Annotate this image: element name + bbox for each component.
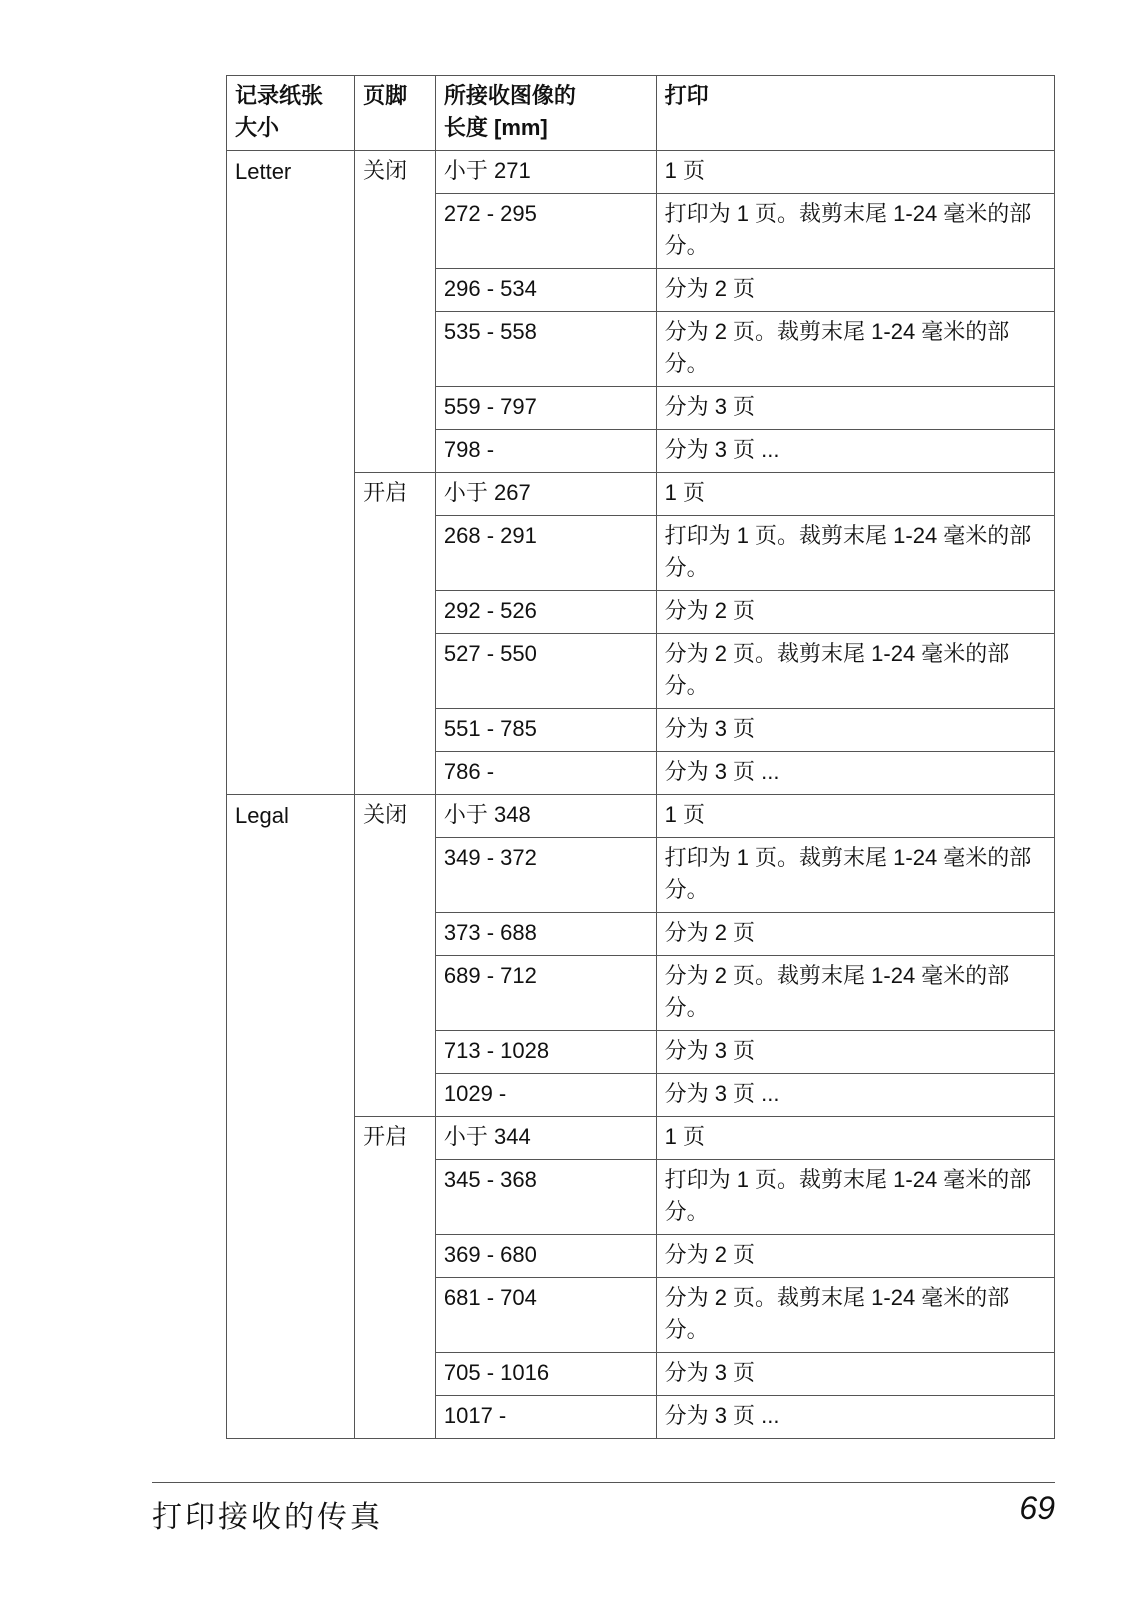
print-result-cell: 分为 3 页 ... [656, 1396, 1054, 1439]
print-result-cell: 打印为 1 页。裁剪末尾 1-24 毫米的部分。 [656, 838, 1054, 913]
print-result-cell: 1 页 [656, 1117, 1054, 1160]
print-result-cell: 分为 2 页。裁剪末尾 1-24 毫米的部分。 [656, 312, 1054, 387]
image-length-cell: 296 - 534 [435, 269, 656, 312]
print-result-cell: 分为 2 页 [656, 591, 1054, 634]
footer-section-title: 打印接收的传真 [152, 1500, 383, 1535]
print-result-cell: 分为 3 页 [656, 1353, 1054, 1396]
footer-setting-cell: 开启 [355, 1117, 436, 1439]
print-result-cell: 分为 2 页。裁剪末尾 1-24 毫米的部分。 [656, 1278, 1054, 1353]
image-length-cell: 535 - 558 [435, 312, 656, 387]
image-length-cell: 292 - 526 [435, 591, 656, 634]
image-length-cell: 345 - 368 [435, 1160, 656, 1235]
image-length-cell: 1029 - [435, 1074, 656, 1117]
image-length-cell: 369 - 680 [435, 1235, 656, 1278]
print-result-cell: 分为 2 页 [656, 1235, 1054, 1278]
print-result-cell: 分为 3 页 ... [656, 752, 1054, 795]
header-image-length: 所接收图像的 长度 [mm] [435, 76, 656, 151]
print-result-cell: 打印为 1 页。裁剪末尾 1-24 毫米的部分。 [656, 194, 1054, 269]
print-result-cell: 分为 3 页 [656, 709, 1054, 752]
image-length-cell: 349 - 372 [435, 838, 656, 913]
image-length-cell: 小于 271 [435, 151, 656, 194]
image-length-cell: 小于 267 [435, 473, 656, 516]
print-result-cell: 分为 2 页。裁剪末尾 1-24 毫米的部分。 [656, 956, 1054, 1031]
image-length-cell: 小于 348 [435, 795, 656, 838]
table-row [227, 151, 1055, 194]
image-length-cell: 559 - 797 [435, 387, 656, 430]
image-length-cell: 798 - [435, 430, 656, 473]
print-result-cell: 分为 3 页 ... [656, 1074, 1054, 1117]
image-length-cell: 272 - 295 [435, 194, 656, 269]
header-print: 打印 [656, 76, 1054, 151]
table-header-row [227, 76, 1055, 151]
image-length-cell: 713 - 1028 [435, 1031, 656, 1074]
table-body [227, 151, 1055, 1439]
print-result-cell: 打印为 1 页。裁剪末尾 1-24 毫米的部分。 [656, 516, 1054, 591]
header-paper-size: 记录纸张 大小 [227, 76, 355, 151]
image-length-cell: 1017 - [435, 1396, 656, 1439]
fax-print-length-table [226, 75, 1055, 1439]
print-result-cell: 1 页 [656, 795, 1054, 838]
print-result-cell: 分为 3 页 [656, 387, 1054, 430]
image-length-cell: 小于 344 [435, 1117, 656, 1160]
print-result-cell: 分为 3 页 ... [656, 430, 1054, 473]
image-length-cell: 786 - [435, 752, 656, 795]
paper-size-cell: Legal [227, 795, 355, 1439]
page-number: 69 [1019, 1490, 1055, 1526]
paper-size-cell: Letter [227, 151, 355, 795]
print-result-cell: 1 页 [656, 473, 1054, 516]
image-length-cell: 268 - 291 [435, 516, 656, 591]
image-length-cell: 689 - 712 [435, 956, 656, 1031]
table-row [227, 795, 1055, 838]
image-length-cell: 705 - 1016 [435, 1353, 656, 1396]
footer-setting-cell: 开启 [355, 473, 436, 795]
footer-setting-cell: 关闭 [355, 151, 436, 473]
image-length-cell: 373 - 688 [435, 913, 656, 956]
footer-divider [152, 1482, 1055, 1483]
print-result-cell: 分为 2 页 [656, 913, 1054, 956]
footer-setting-cell: 关闭 [355, 795, 436, 1117]
print-result-cell: 分为 3 页 [656, 1031, 1054, 1074]
print-result-cell: 打印为 1 页。裁剪末尾 1-24 毫米的部分。 [656, 1160, 1054, 1235]
image-length-cell: 681 - 704 [435, 1278, 656, 1353]
print-result-cell: 1 页 [656, 151, 1054, 194]
print-result-cell: 分为 2 页。裁剪末尾 1-24 毫米的部分。 [656, 634, 1054, 709]
image-length-cell: 551 - 785 [435, 709, 656, 752]
header-footer: 页脚 [355, 76, 436, 151]
print-result-cell: 分为 2 页 [656, 269, 1054, 312]
image-length-cell: 527 - 550 [435, 634, 656, 709]
